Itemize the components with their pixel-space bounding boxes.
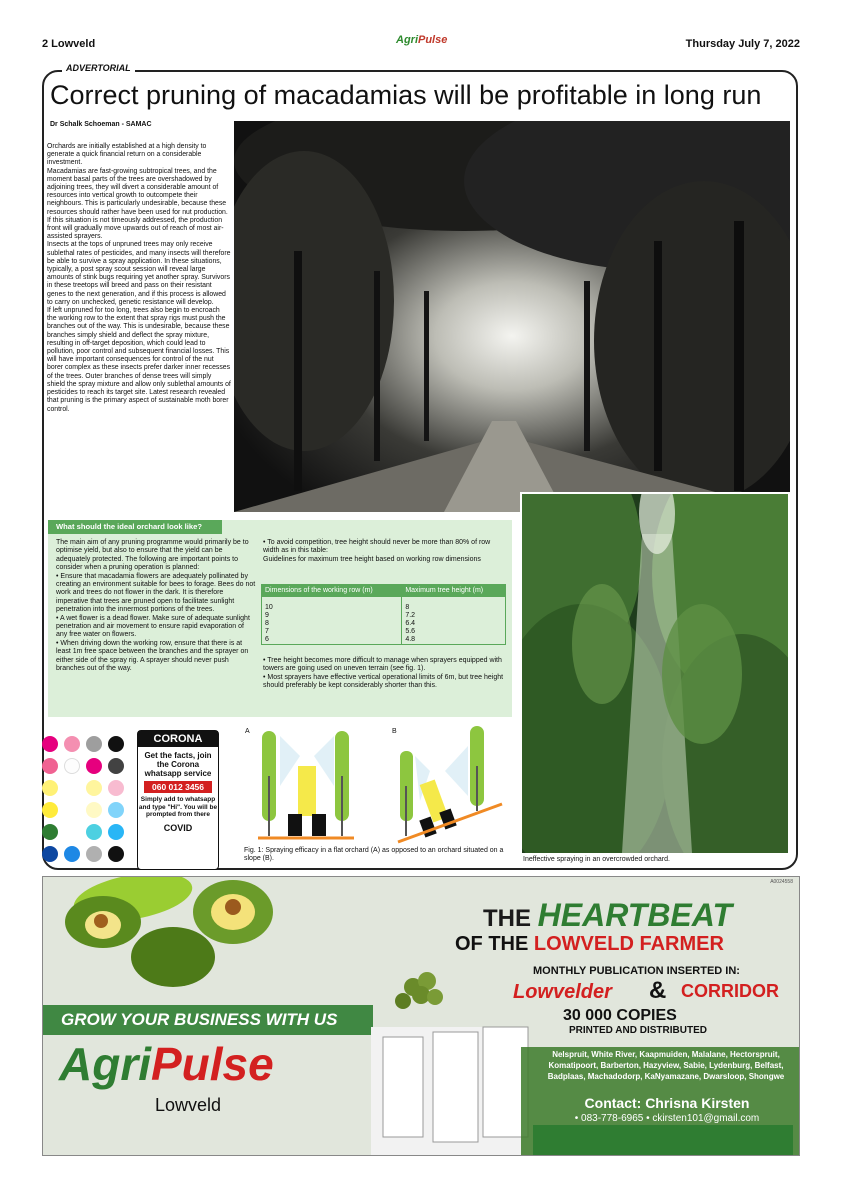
page-date: Thursday July 7, 2022 bbox=[685, 38, 800, 50]
table-row bbox=[262, 620, 506, 628]
swatch-dot bbox=[86, 758, 102, 774]
swatch-dot bbox=[108, 824, 124, 840]
table-cell: 8 bbox=[262, 620, 402, 628]
logo-text-a: Agri bbox=[396, 34, 418, 46]
ad-pub1: Lowvelder bbox=[513, 981, 612, 1003]
corona-text: Get the facts, join the Corona whatsapp service bbox=[144, 751, 212, 778]
corona-notice bbox=[137, 730, 219, 870]
table-cell: 6.4 bbox=[402, 620, 506, 628]
swatch-dot bbox=[86, 802, 102, 818]
table-cell: 9 bbox=[262, 612, 402, 620]
ad-brand-sub: Lowveld bbox=[155, 1095, 222, 1115]
ad-heartbeat-a: THE bbox=[483, 905, 531, 932]
sidebar-right-outro bbox=[263, 657, 507, 691]
table-cell: 4.8 bbox=[402, 636, 506, 645]
swatch-dot bbox=[42, 780, 58, 796]
sidebar-paragraph: Guidelines for maximum tree height based on working row dimensions bbox=[263, 555, 481, 563]
agripulse-advert bbox=[42, 876, 800, 1156]
ad-heartbeat-b: HEARTBEAT bbox=[537, 897, 733, 933]
ad-contact-details: • 083-778-6965 • ckirsten101@gmail.com bbox=[574, 1113, 760, 1124]
swatch-dot bbox=[108, 780, 124, 796]
paragraph: Insects at the tops of unpruned trees may only receive sublethal rates of pesticides, and many insects will therefore be able to survive a spray application. In these situations, typically, a post spray scout session will reveal large amounts of stink bugs requiring yet another spray. Survivors in these treetops will breed and pass on their resistant genes to the next generation, and if this process is allowed to carry on unchecked, genetic resistance will develop. bbox=[47, 241, 231, 306]
table-cell: 7 bbox=[262, 628, 402, 636]
table-row bbox=[262, 628, 506, 636]
table-cell: 7.2 bbox=[402, 612, 506, 620]
swatch-dot bbox=[42, 846, 58, 862]
ad-brand bbox=[59, 1037, 274, 1091]
ad-heartbeat bbox=[483, 897, 732, 934]
figure-label-a: A bbox=[245, 728, 250, 735]
covid-badge: COVID bbox=[163, 822, 193, 833]
swatch-dot bbox=[86, 780, 102, 796]
swatch-dot bbox=[108, 846, 124, 862]
table-header: Maximum tree height (m) bbox=[402, 585, 506, 597]
ad-printed: PRINTED AND DISTRIBUTED bbox=[569, 1025, 707, 1036]
corona-title: CORONA bbox=[138, 731, 218, 747]
article-body bbox=[47, 143, 231, 414]
ad-brand-b: Pulse bbox=[151, 1038, 274, 1090]
ad-line2-a: OF THE bbox=[455, 933, 529, 955]
table-row bbox=[262, 597, 506, 613]
ad-towns: Nelspruit, White River, Kaapmuiden, Malalane, Hectorspruit, Komatipoort, Barberton, Hazyview, Sabie, Lydenburg, Belfast, Badplaas, Machadodorp, KaNyamazane, Dwarsloop, Shongwe bbox=[547, 1050, 785, 1081]
swatch-dot bbox=[64, 846, 80, 862]
ad-line2 bbox=[455, 933, 724, 956]
table-row bbox=[262, 612, 506, 620]
colour-registration-swatches bbox=[42, 732, 130, 872]
sidebar-paragraph: • Most sprayers have effective vertical operational limits of 6m, but tree height should preferably be kept considerably shorter than this. bbox=[263, 673, 504, 690]
paragraph: Macadamias are fast-growing subtropical trees, and the moment basal parts of the trees are overshadowed by adjoining trees, they will divert a considerable amount of resources into vertical growth to outcompete their neighbours. This is particularly undesirable, because these resources should rather have been used for nut production. If this situation is not timeously addressed, the production front will gradually move upwards out of reach of most air-assisted sprayers. bbox=[47, 167, 228, 241]
paragraph: If left unpruned for too long, trees also begin to encroach the working row to the extent that spray rigs must push the branches out of the way. This is undesirable, because these branches simply shield and deflect the spray mixture, resulting in off-target deposition, which could lead to pollution, poor control and subsequent financial losses. This will have important consequences for control of the nut borer complex as these insects prefer darker inner recesses of the trees. Outer branches of dense trees will simply shield the spray mixture and allow only sublethal amounts of pesticides to reach its target site. Latest research revealed that pruning is the primary aspect of sustainable moth borer control. bbox=[47, 307, 231, 413]
swatch-dot bbox=[86, 846, 102, 862]
swatch-dot bbox=[86, 736, 102, 752]
ad-monthly: MONTHLY PUBLICATION INSERTED IN: bbox=[533, 965, 740, 977]
page-section-label: 2 Lowveld bbox=[42, 38, 96, 50]
sidebar-paragraph: • A wet flower is a dead flower. Make sure of adequate sunlight penetration and air movement to ensure rapid evaporation of any free water on flowers. bbox=[56, 614, 250, 639]
ad-amp: & bbox=[649, 977, 667, 1004]
agripulse-logo bbox=[396, 34, 446, 48]
ad-code: A0024558 bbox=[770, 879, 793, 885]
sidebar-title: What should the ideal orchard look like? bbox=[48, 520, 222, 534]
swatch-dot bbox=[86, 824, 102, 840]
swatch-dot bbox=[108, 758, 124, 774]
ad-brand-a: Agri bbox=[59, 1038, 151, 1090]
ad-pub2: CORRIDOR bbox=[681, 981, 779, 1001]
corona-number: 060 012 3456 bbox=[144, 781, 212, 793]
figure-spraying-diagram bbox=[240, 726, 512, 846]
swatch-dot bbox=[42, 824, 58, 840]
table-header: Dimensions of the working row (m) bbox=[262, 585, 402, 597]
advertorial-tag: ADVERTORIAL bbox=[62, 63, 135, 73]
photo-caption: Ineffective spraying in an overcrowded orchard. bbox=[523, 856, 670, 863]
swatch-dot bbox=[64, 736, 80, 752]
sidebar-paragraph: The main aim of any pruning programme would primarily be to optimise yield, but also to ensure that the yield can be adequately protected. The following are important points to consider when a pruning operation is planned: bbox=[56, 539, 249, 572]
table-cell: 10 bbox=[262, 597, 402, 613]
paragraph: Orchards are initially established at a high density to generate a quick financial return on a considerable investment. bbox=[47, 143, 207, 167]
tree-height-table bbox=[261, 584, 506, 645]
ad-grow: GROW YOUR BUSINESS WITH US bbox=[61, 1010, 338, 1029]
ad-line2-b: LOWVELD FARMER bbox=[533, 933, 724, 955]
sidebar-paragraph: • To avoid competition, tree height should never be more than 80% of row width as in this table: bbox=[263, 539, 491, 555]
sidebar-right-intro bbox=[263, 539, 507, 564]
swatch-dot bbox=[42, 758, 58, 774]
ad-contact: Contact: Chrisna Kirsten bbox=[584, 1095, 750, 1111]
sidebar-left-column bbox=[56, 539, 256, 674]
ad-copies: 30 000 COPIES bbox=[563, 1007, 677, 1024]
orchard-tunnel-photo bbox=[234, 121, 790, 512]
headline: Correct pruning of macadamias will be profitable in long run bbox=[50, 80, 762, 110]
swatch-dot bbox=[108, 736, 124, 752]
sidebar-paragraph: • Ensure that macadamia flowers are adequately pollinated by creating an environment suitable for bees to forage. Bees do not work and trees do not flower in the dark. It is therefore imperative that trees are pruned open to facilitate sunlight penetration into the innermost portions of the trees. bbox=[56, 572, 256, 614]
swatch-dot bbox=[64, 758, 80, 774]
byline: Dr Schalk Schoeman - SAMAC bbox=[50, 121, 152, 128]
swatch-dot bbox=[108, 802, 124, 818]
table-cell: 5.6 bbox=[402, 628, 506, 636]
figure-label-b: B bbox=[392, 728, 397, 735]
swatch-dot bbox=[42, 802, 58, 818]
figure-caption: Fig. 1: Spraying efficacy in a flat orchard (A) as opposed to an orchard situated on a slope (B). bbox=[244, 847, 504, 863]
corona-instructions: Simply add to whatsapp and type "Hi". You will be prompted from there bbox=[138, 796, 218, 818]
table-cell: 8 bbox=[402, 597, 506, 613]
overcrowded-orchard-photo bbox=[520, 492, 790, 855]
sidebar-paragraph: • Tree height becomes more difficult to manage when sprayers equipped with towers are going used on uneven terrain (see fig. 1). bbox=[263, 657, 502, 673]
table-row bbox=[262, 636, 506, 645]
table-cell: 6 bbox=[262, 636, 402, 645]
logo-text-b: Pulse bbox=[418, 34, 448, 46]
sidebar-paragraph: • When driving down the working row, ensure that there is at least 1m free space between the branches and the sprayer on either side of the spray rig. A sprayer should never push branches out of the way. bbox=[56, 639, 249, 673]
swatch-dot bbox=[42, 736, 58, 752]
